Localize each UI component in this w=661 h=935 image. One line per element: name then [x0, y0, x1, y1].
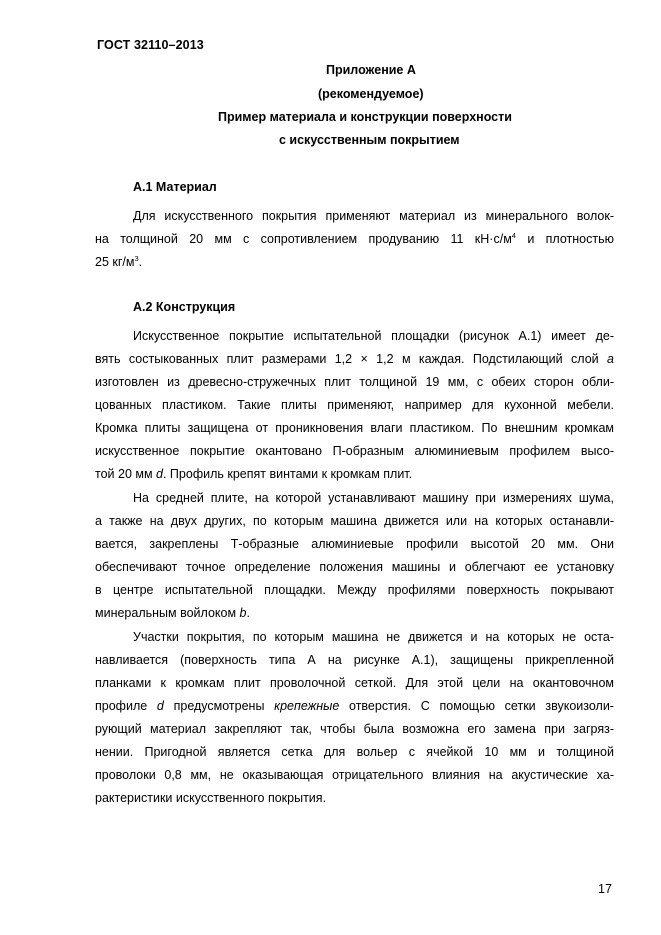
a2-text-line: проволоки 0,8 мм, не оказывающая отрицательного влияния на акустические ха- — [95, 768, 614, 782]
a2-text-line: вается, закреплены Т-образные алюминиевые профили высотой 20 мм. Они — [95, 537, 614, 551]
document-code: ГОСТ 32110–2013 — [97, 38, 204, 52]
a2-text-line: цованных пластиком. Такие плиты применяют, например для кухонной мебели. — [95, 398, 614, 412]
appendix-name-line2: с искусственным покрытием — [279, 133, 460, 147]
page-number: 17 — [598, 882, 612, 896]
a2-text-line: искусственное покрытие окантовано П-образным алюминиевым профилем высо- — [95, 444, 614, 458]
a2-text-line: вять состыкованных плит размерами 1,2 × 1,2 м каждая. Подстилающий слой а — [95, 352, 614, 366]
a2-text-line: навливается (поверхность типа А на рисунке А.1), защищены прикрепленной — [95, 653, 614, 667]
a2-text-line: обеспечивают точное определение положения машины и облегчают ее установку — [95, 560, 614, 574]
a2-text-line: Искусственное покрытие испытательной площадки (рисунок А.1) имеет де- — [133, 329, 614, 343]
a2-text-line: профиле d предусмотрены крепежные отверстия. С помощью сетки звукоизоли- — [95, 699, 614, 713]
a2-text-line: планками к кромкам плит проволочной сеткой. Для этой цели на окантовочном — [95, 676, 614, 690]
a2-text-line: Участки покрытия, по которым машина не движется и на которых не оста- — [133, 630, 614, 644]
a2-text-line: Кромка плиты защищена от проникновения влаги пластиком. По внешним кромкам — [95, 421, 614, 435]
a2-text-line: рактеристики искусственного покрытия. — [95, 791, 327, 805]
a1-text-line: на толщиной 20 мм с сопротивлением продуванию 11 $кН\cdot с/м^4$ и плотностью — [95, 230, 614, 246]
a2-text-line: а также на двух других, по которым машина движется или на которых останавли- — [95, 514, 614, 528]
a1-text-line: Для искусственного покрытия применяют материал из минерального волок- — [133, 209, 614, 223]
a1-text-line: 25 $кг/м^3$. — [95, 253, 143, 269]
a2-text-line: в центре испытательной площадки. Между профилями поверхность покрывают — [95, 583, 614, 597]
appendix-name-line1: Пример материала и конструкции поверхности — [218, 110, 512, 124]
a2-text-line: изготовлен из древесно-стружечных плит толщиной 19 мм, с обеих сторон обли- — [95, 375, 614, 389]
section-a2-heading: А.2 Конструкция — [133, 300, 236, 314]
a2-text-line: На средней плите, на которой устанавливают машину при измерениях шума, — [133, 491, 614, 505]
appendix-title: Приложение А — [326, 63, 416, 77]
a2-text-line: той 20 мм d. Профиль крепят винтами к кромкам плит. — [95, 467, 413, 481]
section-a1-heading: А.1 Материал — [133, 180, 217, 194]
a2-text-line: минеральным войлоком b. — [95, 606, 250, 620]
a2-text-line: рующий материал закрепляют так, чтобы была возможна его замена при загряз- — [95, 722, 614, 736]
a2-text-line: нении. Пригодной является сетка для вольер с ячейкой 10 мм и толщиной — [95, 745, 614, 759]
appendix-status: (рекомендуемое) — [318, 87, 424, 101]
